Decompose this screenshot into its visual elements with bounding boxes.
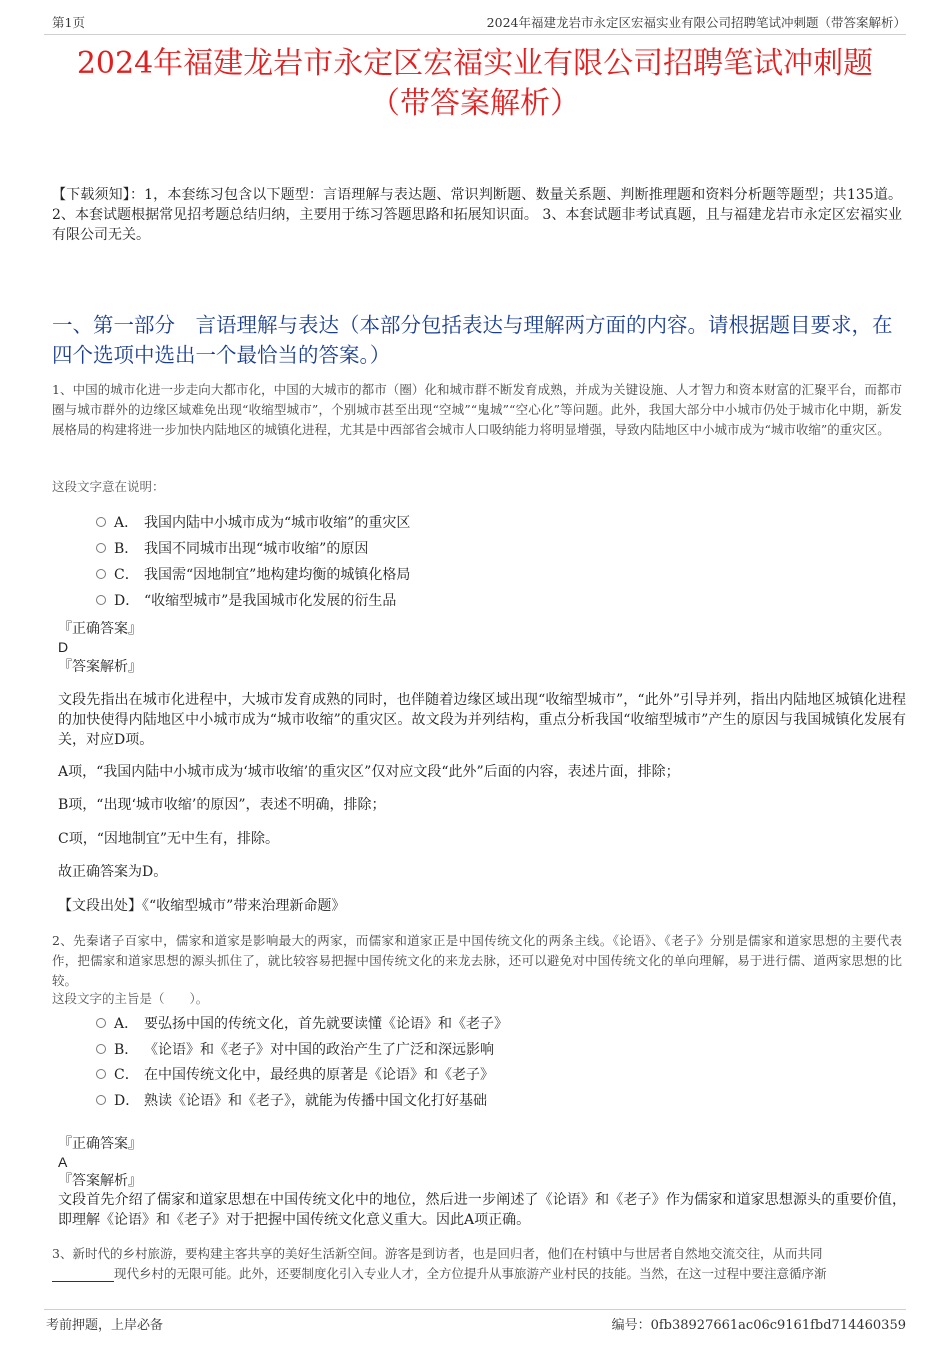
radio-icon[interactable] bbox=[96, 1095, 106, 1105]
question-2-analysis-label: 『答案解析』 bbox=[58, 1173, 142, 1189]
header-rule bbox=[44, 34, 906, 35]
question-1-analysis-p3: B项，“出现‘城市收缩’的原因”，表述不明确，排除； bbox=[58, 797, 386, 813]
question-1-answer: D bbox=[58, 639, 69, 655]
footer-doc-id: 编号：0fb38927661ac06c9161fbd714460359 bbox=[611, 1318, 906, 1333]
question-1-option-a[interactable]: A． 我国内陆中小城市成为“城市收缩”的重灾区 bbox=[96, 513, 410, 533]
footer-slogan: 考前押题，上岸必备 bbox=[46, 1318, 164, 1333]
question-2-option-a[interactable]: A． 要弘扬中国的传统文化，首先就要读懂《论语》和《老子》 bbox=[96, 1014, 508, 1034]
question-1-option-c[interactable]: C． 我国需“因地制宜”地构建均衡的城镇化格局 bbox=[96, 565, 410, 585]
radio-icon[interactable] bbox=[96, 1018, 106, 1028]
question-1-analysis-p5: 故正确答案为D。 bbox=[58, 864, 168, 880]
question-1-source: 【文段出处】《“收缩型城市”带来治理新命题》 bbox=[58, 898, 346, 914]
fill-in-blank bbox=[52, 1267, 114, 1282]
question-1-answer-label: 『正确答案』 bbox=[58, 621, 142, 637]
question-1-option-d[interactable]: D． “收缩型城市”是我国城市化发展的衍生品 bbox=[96, 591, 396, 611]
question-2-answer-label: 『正确答案』 bbox=[58, 1136, 142, 1152]
radio-icon[interactable] bbox=[96, 1044, 106, 1054]
footer-rule bbox=[44, 1309, 906, 1310]
question-3-stem: 3、新时代的乡村旅游，要构建主客共享的美好生活新空间。游客是到访者，也是回归者，他们在村镇中与世居者自然地交流交往，从而共同 bbox=[52, 1246, 823, 1261]
question-2-option-d[interactable]: D． 熟读《论语》和《老子》，就能为传播中国文化打好基础 bbox=[96, 1091, 487, 1111]
download-notice: 【下载须知】：1，本套练习包含以下题型：言语理解与表达题、常识判断题、数量关系题、判断推理题和资料分析题等题型；共135道。 2、本套试题根据常见招考题总结归纳，主要用于练习答题思路和拓展知识面。 3、本套试题非考试真题，且与福建龙岩市永定区宏福实业有限公司无关。 bbox=[52, 187, 902, 243]
question-2-answer: A bbox=[58, 1154, 68, 1170]
radio-icon[interactable] bbox=[96, 595, 106, 605]
question-2-stem: 2、先秦诸子百家中，儒家和道家是影响最大的两家，而儒家和道家正是中国传统文化的两条主线。《论语》、《老子》分别是儒家和道家思想的主要代表作，把儒家和道家思想的源头抓住了，就比较容易把握中国传统文化的来龙去脉，还可以避免对中国传统文化的单向理解，易于进行儒、道两家思想的比较。 bbox=[52, 933, 902, 988]
radio-icon[interactable] bbox=[96, 569, 106, 579]
title-line-1: 2024年福建龙岩市永定区宏福实业有限公司招聘笔试冲刺题 bbox=[76, 46, 874, 81]
question-1-analysis-p1: 文段先指出在城市化进程中，大城市发育成熟的同时，也伴随着边缘区域出现“收缩型城市”，“此外”引导并列，指出内陆地区城镇化进程的加快使得内陆地区中小城市成为“城市收缩”的重灾区。故文段为并列结构，重点分析我国“收缩型城市”产生的原因与我国城镇化发展有关，对应D项。 bbox=[58, 692, 906, 748]
question-1-prompt: 这段文字意在说明： bbox=[52, 479, 165, 494]
question-1-analysis-p4: C项，“因地制宜”无中生有，排除。 bbox=[58, 831, 280, 847]
question-1-option-b[interactable]: B． 我国不同城市出现“城市收缩”的原因 bbox=[96, 539, 368, 559]
question-1-analysis-p2: A项，“我国内陆中小城市成为‘城市收缩’的重灾区”仅对应文段“此外”后面的内容，表述片面，排除； bbox=[58, 764, 680, 780]
title-line-2: （带答案解析） bbox=[370, 86, 580, 121]
radio-icon[interactable] bbox=[96, 517, 106, 527]
question-3-stem-cont: 现代乡村的无限可能。此外，还要制度化引入专业人才，全方位提升从事旅游产业村民的技能。当然，在这一过程中要注意循序渐 bbox=[52, 1264, 902, 1284]
question-2-analysis-p1: 文段首先介绍了儒家和道家思想在中国传统文化中的地位，然后进一步阐述了《论语》和《老子》作为儒家和道家思想源头的重要价值，即理解《论语》和《老子》对于把握中国传统文化意义重大。因此A项正确。 bbox=[58, 1192, 906, 1228]
radio-icon[interactable] bbox=[96, 543, 106, 553]
radio-icon[interactable] bbox=[96, 1069, 106, 1079]
question-2-prompt: 这段文字的主旨是（ ）。 bbox=[52, 991, 209, 1006]
page-number: 第1页 bbox=[52, 15, 85, 30]
document-title bbox=[40, 44, 910, 124]
question-1-analysis-label: 『答案解析』 bbox=[58, 659, 142, 675]
question-2-option-c[interactable]: C． 在中国传统文化中，最经典的原著是《论语》和《老子》 bbox=[96, 1065, 494, 1085]
running-header-title: 2024年福建龙岩市永定区宏福实业有限公司招聘笔试冲刺题（带答案解析） bbox=[486, 15, 906, 30]
question-2-option-b[interactable]: B． 《论语》和《老子》对中国的政治产生了广泛和深远影响 bbox=[96, 1040, 494, 1060]
section-heading: 一、第一部分 言语理解与表达（本部分包括表达与理解两方面的内容。请根据题目要求，在四个选项中选出一个最恰当的答案。） bbox=[52, 313, 893, 367]
question-1-stem: 1、中国的城市化进一步走向大都市化，中国的大城市的都市（圈）化和城市群不断发育成熟，并成为关键设施、人才智力和资本财富的汇聚平台，而都市圈与城市群外的边缘区域难免出现“收缩型城市”，个别城市甚至出现“空城”“鬼城”“空心化”等问题。此外，我国大部分中小城市仍处于城市化中期，新发展格局的构建将进一步加快内陆地区的城镇化进程，尤其是中西部省会城市人口吸纳能力将明显增强，导致内陆地区中小城市成为“城市收缩”的重灾区。 bbox=[52, 382, 902, 437]
